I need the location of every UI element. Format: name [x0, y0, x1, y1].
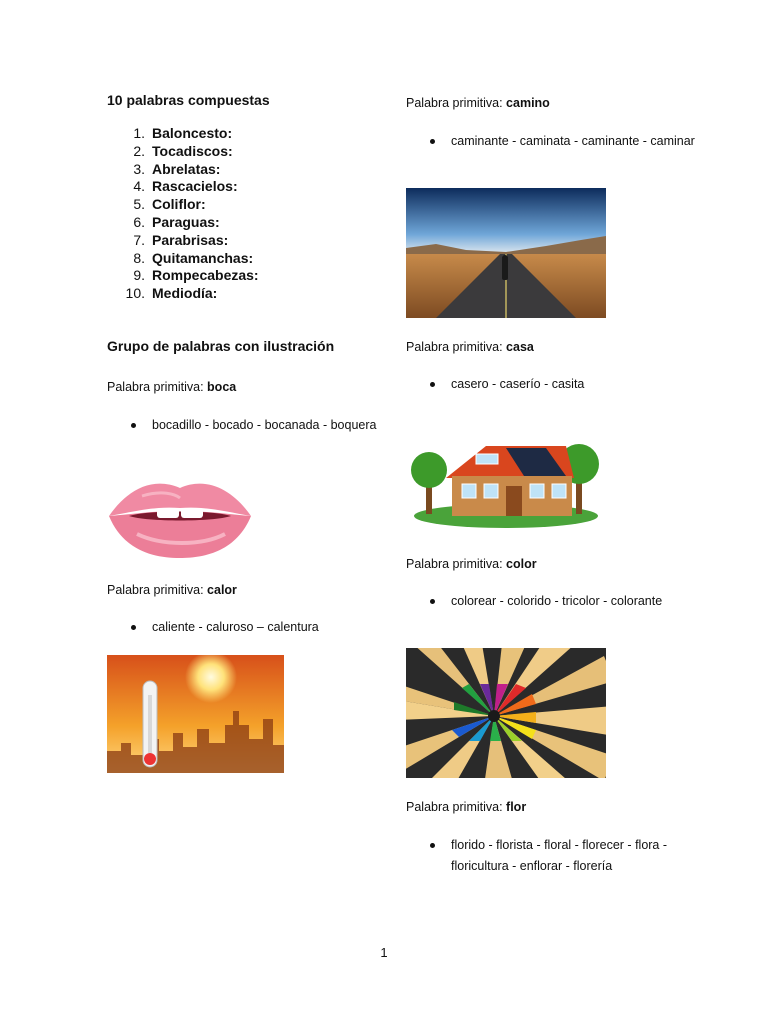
- primitive-casa: Palabra primitiva: casa: [406, 340, 534, 354]
- list-item: 7. Parabrisas:: [133, 231, 229, 248]
- derived-boca: bocadillo - bocado - bocanada - boquera: [107, 415, 382, 436]
- primitive-boca: Palabra primitiva: boca: [107, 380, 237, 394]
- pencils-image: [406, 648, 606, 778]
- page-number: 1: [380, 945, 388, 960]
- primitive-camino: Palabra primitiva: camino: [406, 96, 550, 110]
- heat-image: [107, 655, 284, 773]
- list-item: 5. Coliflor:: [133, 196, 206, 213]
- list-item: 1. Baloncesto:: [133, 125, 233, 141]
- list-item: 3. Abrelatas:: [133, 160, 221, 177]
- house-image: [406, 418, 606, 530]
- list-item: 2. Tocadiscos:: [133, 142, 233, 159]
- primitive-flor: Palabra primitiva: flor: [406, 800, 527, 814]
- derived-color: colorear - colorido - tricolor - colorante: [406, 591, 711, 612]
- list-item: 8. Quitamanchas:: [133, 249, 254, 266]
- compound-words-list: [107, 125, 259, 303]
- compound-words-title: 10 palabras compuestas: [107, 92, 270, 108]
- derived-camino: caminante - caminata - caminante - caminar: [406, 131, 711, 152]
- primitive-color: Palabra primitiva: color: [406, 557, 537, 571]
- derived-casa: casero - caserío - casita: [406, 374, 711, 395]
- derived-calor: caliente - caluroso – calentura: [107, 617, 392, 638]
- lips-image: [107, 470, 253, 562]
- derived-flor: florido - florista - floral - florecer - flora - floricultura - enflorar - florería: [406, 835, 716, 877]
- group-section-title: Grupo de palabras con ilustración: [107, 338, 335, 354]
- list-item: 10. Mediodía:: [125, 285, 218, 302]
- list-item: 4. Rascacielos:: [133, 178, 238, 195]
- list-item: 6. Paraguas:: [133, 213, 220, 230]
- list-item: 9. Rompecabezas:: [133, 267, 259, 284]
- road-image: [406, 188, 606, 318]
- primitive-calor: Palabra primitiva: calor: [107, 583, 237, 597]
